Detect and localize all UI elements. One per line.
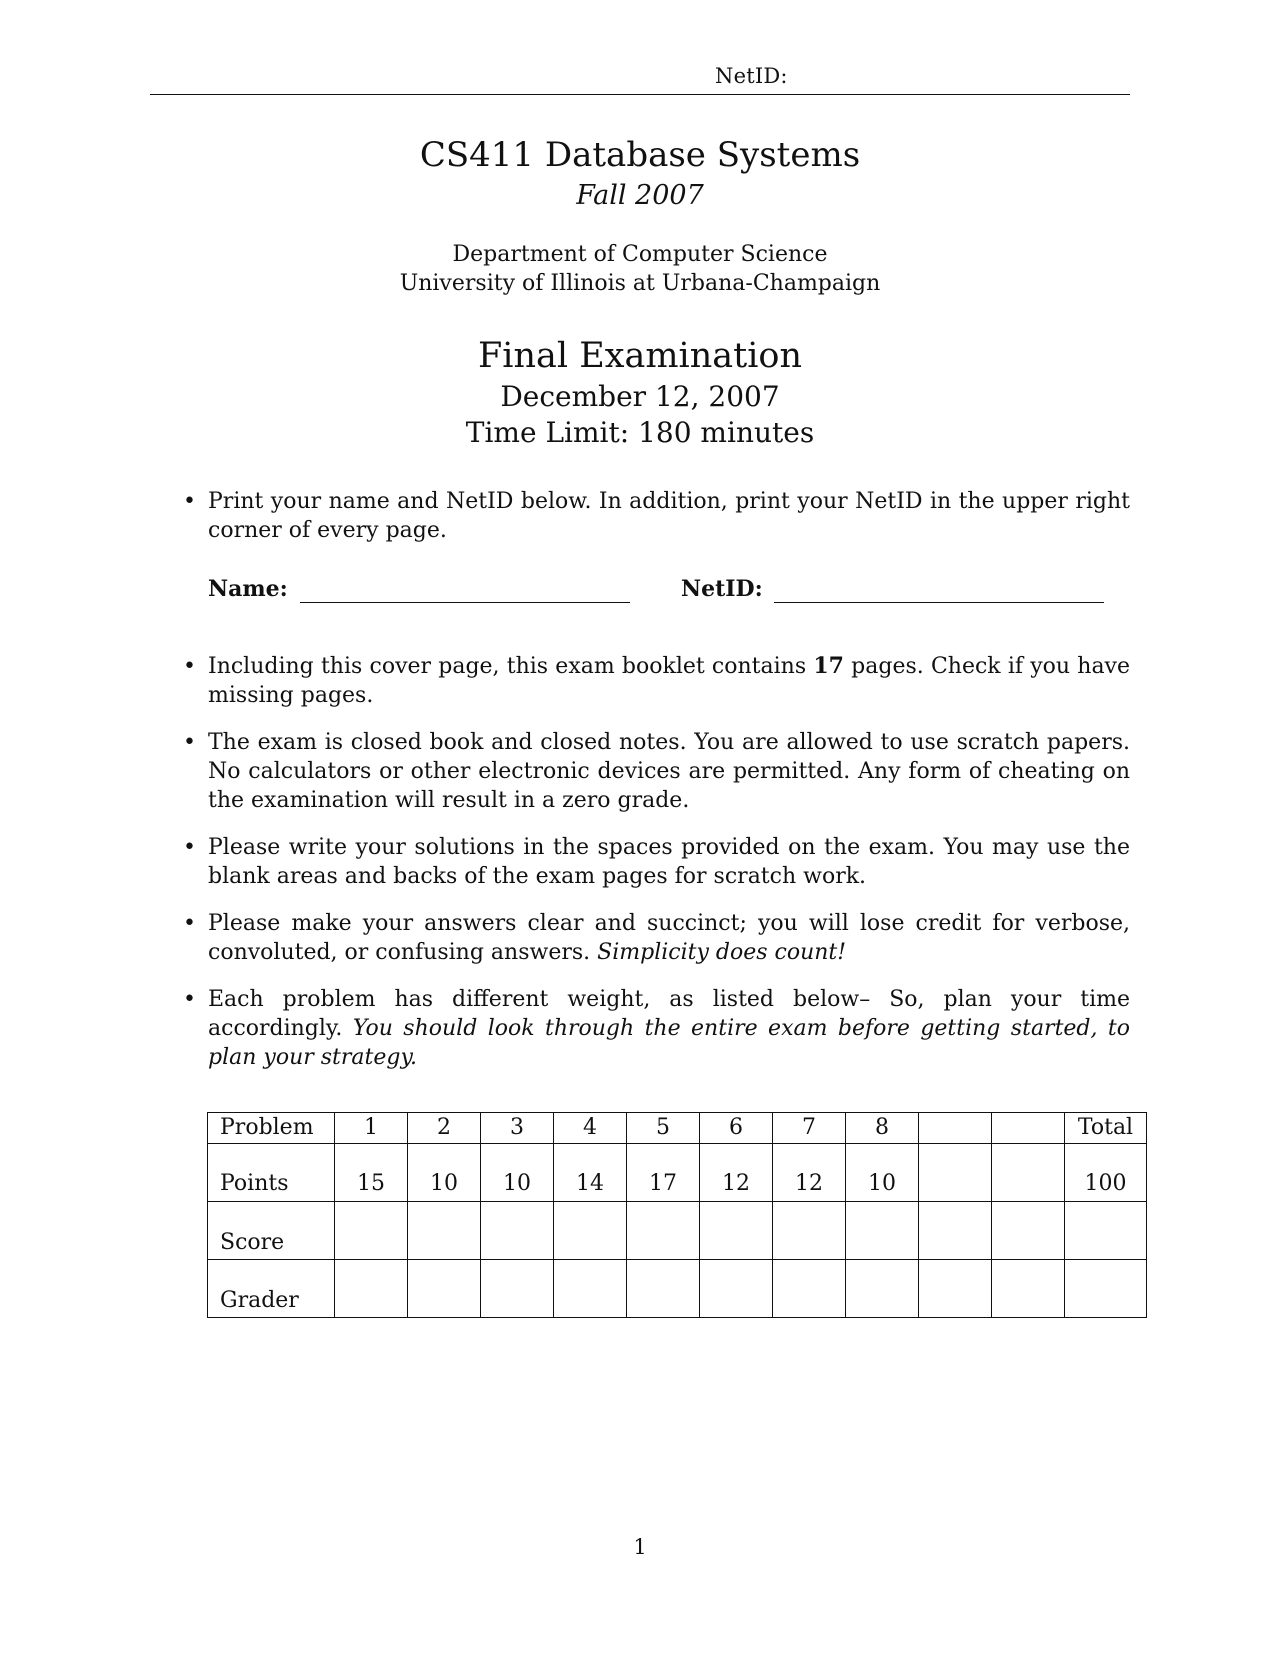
- time-limit: Time Limit: 180 minutes: [465, 416, 815, 449]
- score-total-cell[interactable]: [1065, 1202, 1147, 1260]
- score-cell[interactable]: [554, 1202, 627, 1260]
- problem-number: 8: [846, 1113, 919, 1144]
- department: Department of Computer Science: [452, 242, 828, 267]
- term: Fall 2007: [576, 180, 704, 211]
- bullet-icon: •: [183, 835, 196, 860]
- university: University of Illinois at Urbana-Champaign: [399, 271, 881, 296]
- exam-date: December 12, 2007: [500, 380, 780, 413]
- points-cell: [992, 1144, 1065, 1202]
- instruction-item: [180, 833, 1130, 891]
- points-row: [208, 1144, 1147, 1202]
- score-cell[interactable]: [627, 1202, 700, 1260]
- row-label: Grader: [208, 1260, 335, 1318]
- name-label: Name:: [208, 576, 288, 602]
- grader-cell[interactable]: [700, 1260, 773, 1318]
- score-cell[interactable]: [846, 1202, 919, 1260]
- row-label: Points: [208, 1144, 335, 1202]
- grader-cell[interactable]: [335, 1260, 408, 1318]
- score-row: [208, 1202, 1147, 1260]
- instruction-item: [180, 909, 1130, 967]
- netid-label: NetID:: [681, 576, 763, 602]
- instruction-text: Each problem has different weight, as listed below– So, plan your time accordingly.: [208, 987, 1130, 1041]
- header-netid-label: NetID:: [715, 64, 788, 88]
- instruction-item: [180, 985, 1130, 1072]
- points-cell: 17: [627, 1144, 700, 1202]
- problem-number: 6: [700, 1113, 773, 1144]
- grader-cell[interactable]: [408, 1260, 481, 1318]
- points-cell: 12: [700, 1144, 773, 1202]
- points-cell: 15: [335, 1144, 408, 1202]
- instruction-item: [180, 487, 1130, 545]
- grader-cell[interactable]: [773, 1260, 846, 1318]
- course-title: CS411 Database Systems: [419, 135, 861, 175]
- problem-number: 5: [627, 1113, 700, 1144]
- exam-title: Final Examination: [477, 336, 803, 376]
- score-cell[interactable]: [919, 1202, 992, 1260]
- grader-cell[interactable]: [554, 1260, 627, 1318]
- header-rule: [150, 94, 1130, 95]
- grader-cell[interactable]: [919, 1260, 992, 1318]
- problem-number: [992, 1113, 1065, 1144]
- score-cell[interactable]: [481, 1202, 554, 1260]
- problem-number: 3: [481, 1113, 554, 1144]
- row-label: Problem: [208, 1113, 335, 1144]
- page-number: 1: [633, 1535, 647, 1559]
- points-cell: 10: [408, 1144, 481, 1202]
- problem-number: 4: [554, 1113, 627, 1144]
- problem-number: [919, 1113, 992, 1144]
- problem-row: [208, 1113, 1147, 1144]
- problem-number: 1: [335, 1113, 408, 1144]
- problem-number: 2: [408, 1113, 481, 1144]
- total-header: Total: [1065, 1113, 1147, 1144]
- score-cell[interactable]: [992, 1202, 1065, 1260]
- instructions: [180, 487, 1130, 1072]
- bullet-icon: •: [183, 730, 196, 755]
- bullet-icon: •: [183, 654, 196, 679]
- points-cell: 14: [554, 1144, 627, 1202]
- netid-field[interactable]: [774, 602, 1104, 603]
- score-cell[interactable]: [335, 1202, 408, 1260]
- instruction-text: Please make your answers clear and succinct; you will lose credit for verbose, convoluted, or confusing answers.: [208, 911, 1130, 965]
- instruction-emphasis: You should look through the entire exam before getting started, to plan your strategy.: [208, 1016, 1131, 1070]
- score-cell[interactable]: [700, 1202, 773, 1260]
- row-label: Score: [208, 1202, 335, 1260]
- name-netid-row: [208, 575, 1130, 615]
- grader-cell[interactable]: [992, 1260, 1065, 1318]
- grader-cell[interactable]: [481, 1260, 554, 1318]
- score-table: [207, 1112, 1147, 1318]
- points-cell: [919, 1144, 992, 1202]
- name-field[interactable]: [300, 602, 630, 603]
- points-cell: 10: [846, 1144, 919, 1202]
- score-cell[interactable]: [773, 1202, 846, 1260]
- score-cell[interactable]: [408, 1202, 481, 1260]
- grader-row: [208, 1260, 1147, 1318]
- points-cell: 12: [773, 1144, 846, 1202]
- instruction-text: Including this cover page, this exam booklet contains: [208, 654, 814, 679]
- bullet-icon: •: [183, 489, 196, 514]
- bullet-icon: •: [183, 987, 196, 1012]
- instruction-item: [180, 728, 1130, 815]
- total-points: 100: [1065, 1144, 1147, 1202]
- grader-cell[interactable]: [846, 1260, 919, 1318]
- grader-cell[interactable]: [627, 1260, 700, 1318]
- points-cell: 10: [481, 1144, 554, 1202]
- instruction-item: [180, 652, 1130, 710]
- instruction-text: pages. Check if you have missing pages.: [208, 654, 1131, 708]
- instruction-text: Print your name and NetID below. In addition, print your NetID in the upper right corner of every page.: [208, 489, 1130, 543]
- instruction-emphasis: Simplicity does count!: [597, 940, 847, 965]
- bullet-icon: •: [183, 911, 196, 936]
- grader-total-cell[interactable]: [1065, 1260, 1147, 1318]
- instruction-text: The exam is closed book and closed notes. You are allowed to use scratch papers. No calculators or other electronic devices are permitted. Any form of cheating on the examination will result in a zero grade.: [208, 730, 1130, 813]
- instruction-text: Please write your solutions in the spaces provided on the exam. You may use the blank areas and backs of the exam pages for scratch work.: [208, 835, 1130, 889]
- page-count: 17: [813, 653, 844, 679]
- problem-number: 7: [773, 1113, 846, 1144]
